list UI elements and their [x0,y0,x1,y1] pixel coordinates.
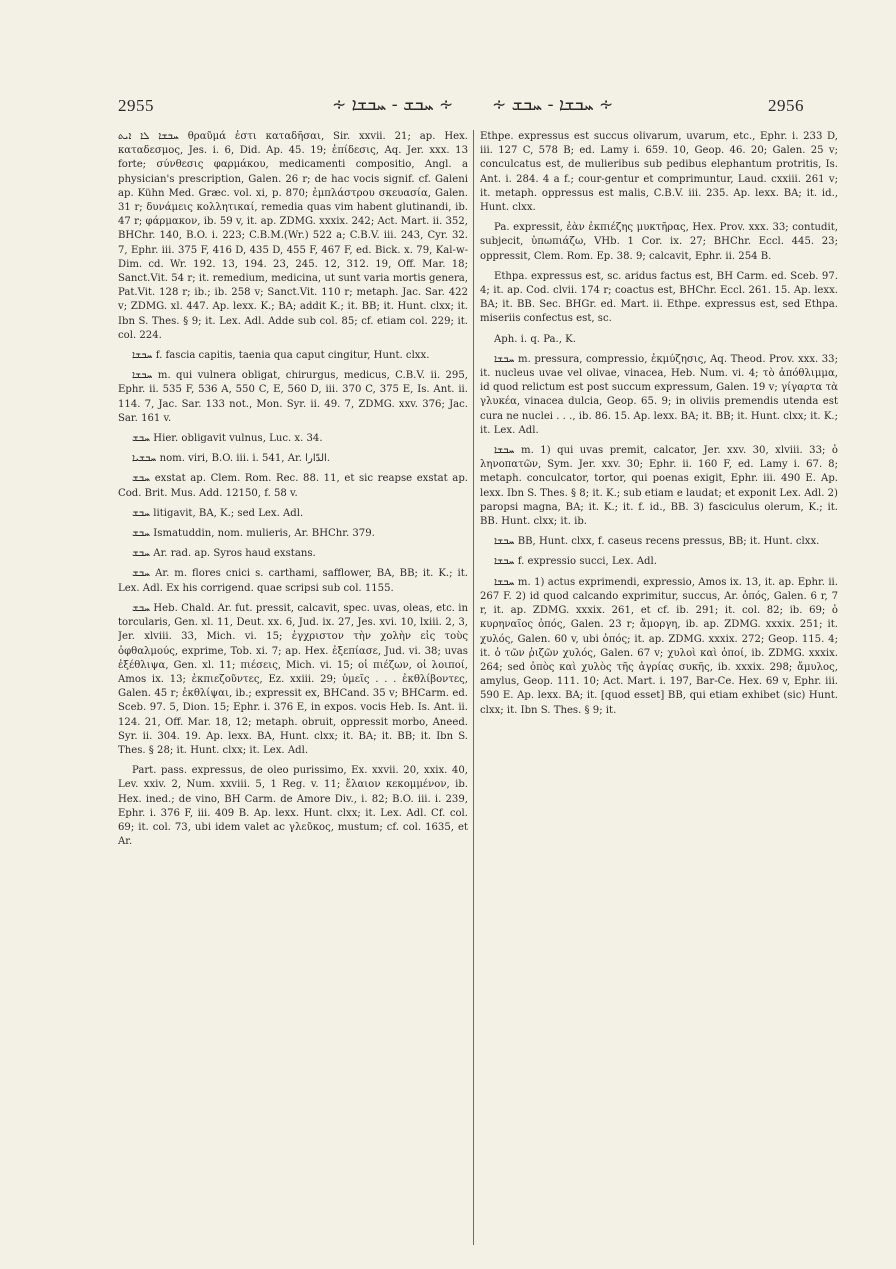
entry-paragraph: ܚܒܫ litigavit, BA, K.; sed Lex. Adl. [132,507,304,519]
entry-paragraph: ܚܒܫܐ ܠܐ ܐܝܬ θραῦμά ἐστι καταδῆσαι, Sir. xxvii. 21; ap. Hex. καταδεσμος, Jes. i. 6, Did. Ap. 45. 19; ἐπίδεσις, Aq. Jer. xxx. 13 forte; σύνθεσις φαρμάκου, medicamenti compositio, Angl. a physician's prescription, Galen. 26 r; de hac vocis signif. cf. Galeni ap. Kühn Med. Græc. vol. xi, p. 870; ἐμπλάστρου σκευασία, Galen. 31 r; δυνάμεις κολλητικαί, remedia quas vim habent glutinandi, ib. 47 r; φάρμακον, ib. 59 v, it. ap. ZDMG. xxxix. 242; Act. Mart. ii. 352, BHChr. 140, B.O. i. 223; C.B.M.(Wr.) 522 a; C.B.V. iii. 243, Cyr. 32. 7, Ephr. iii. 375 F, 416 D, 435 D, 455 F, 467 F, ed. Bick. x. 79, Kal-w-Dim. cd. Wr. 192. 13, 194. 23, 245. 12, 312. 19, Off. Mar. 18; Sanct.Vit. 54 r; it. remedium, medicina, ut sunt varia mortis genera, Pat.Vit. 128 r; ib.; ib. 258 v; Sanct.Vit. 110 r; metaph. Jac. Sar. 422 v; ZDMG. xl. 447. Ap. lexx. K.; BA; addit K.; it. BB; it. Hunt. clxx; it. Ibn S. Thes. § 9; it. Lex. Adl. Adde sub col. 85; cf. etiam col. 229; it. col. 224. [118,131,468,341]
entry-paragraph: Part. pass. expressus, de oleo purissimo, Ex. xxvii. 20, xxix. 40, Lev. xxiv. 2, Num. xxviii. 5, 1 Reg. v. 11; ἔλαιον κεκομμένον, ib. Hex. ined.; de vino, BH Carm. de Amore Div., i. 82; B.O. iii. i. 239, Ephr. i. 376 F, iii. 409 B. Ap. lexx. Hunt. clxx; it. Lex. Adl. Cf. col. 69; it. col. 73, ubi idem valet ac γλεῦκος, mustum; cf. col. 1635, et Ar. [118,765,468,848]
entry-paragraph: ܚܒܫ Ar. rad. ap. Syros haud exstans. [132,548,316,560]
entry-paragraph: ܚܒܫܐ f. fascia capitis, taenia qua caput cingitur, Hunt. clxx. [132,350,430,362]
entry-paragraph: ܚܒܫܐ m. 1) qui uvas premit, calcator, Jer. xxv. 30, xlviii. 33; ὁ ληνοπατῶν, Sym. Jer. xxv. 30; Ephr. ii. 160 F, ed. Lamy i. 67. 8; metaph. conculcator, tortor, qui poenas exigit, Ephr. iii. 490 E. Ap. lexx. Ibn S. Thes. § 8; it. K.; sub etiam e laudat; et exponit Lex. Adl. 2) paropsi magna, BA; it. K.; it. f. id., BB. 3) fasciculus olerum, K.; it. BB. Hunt. clxx; it. ib. [480,445,838,528]
entry-paragraph: Ethpa. expressus est, sc. aridus factus est, BH Carm. ed. Sceb. 97. 4; it. ap. Cod. clvii. 174 r; coactus est, BHChr. Eccl. 261. 15. Ap. lexx. BA; it. BB. Sec. BHGr. ed. Mart. ii. Ethpe. expressus est, sed Ethpa. miseriis confectus est, sc. [480,270,838,325]
right-page-number: 2956 [768,96,804,115]
right-running-title: ∻ ܚܒܫܐ - ܚܒܫ ∻ [492,95,614,115]
entry-paragraph: ܚܒܫܐ m. pressura, compressio, ἐκμύζησις, Aq. Theod. Prov. xxx. 33; it. nucleus uvae vel olivae, vinacea, Heb. Num. vi. 4; τὸ ἀπόθλιμμα, id quod relictum est post succum expressum, Galen. 19 v; γίγαρτα τὰ γλυκέα, vinacea dulcia, Geop. 65. 9; in oliviis premendis utenda est cura ne nuclei . . ., ib. 86. 15. Ap. lexx. BA; it. BB; it. Hunt. clxx; it. K.; it. Lex. Adl. [480,353,838,436]
left-running-title: ∻ ܚܒܫ - ܚܒܫܐ ∻ [332,95,454,115]
left-page-number: 2955 [118,96,154,115]
page-header [0,90,896,120]
entry-paragraph: ܚܒܫ exstat ap. Clem. Rom. Rec. 88. 11, et sic reapse exstat ap. Cod. Brit. Mus. Add. 12150, f. 58 v. [118,473,468,499]
right-column [480,130,838,1220]
column-divider [473,130,474,1245]
entry-paragraph: ܚܒܫ Heb. Chald. Ar. fut. pressit, calcavit, spec. uvas, oleas, etc. in torcularis, Gen. xl. 11, Deut. xx. 6, Jud. ix. 27, Jes. xvi. 10, lxiii. 2, 3, Jer. xlviii. 33, Mich. vi. 15; ἐγχριστον τὴν χολὴν εἰς τοὺς ὀφθαλμούς, exprime, Tob. xi. 7; ap. Hex. ἐξεπίασε, Jud. vi. 38; uvas ἐξέθλιψα, Gen. xl. 11; πιέσεις, Mich. vi. 15; οἱ πιέζων, οἱ λοιποί, Amos ix. 13; ἐκπιεζοῦντες, Ez. xxiii. 29; ὑμεῖς . . . ἐκθλίβοντες, Galen. 45 r; ἐκθλίψαι, ib.; expressit ex, BHCand. 35 v; BHCarm. ed. Sceb. 97. 5, Dion. 15; Ephr. i. 376 E, in expos. vocis Heb. Is. Ant. ii. 124. 21, Off. Mar. 18, 12; metaph. obruit, oppressit morbo, Aneed. Syr. ii. 304. 19. Ap. lexx. BA, Hunt. clxx; it. BA; it. BB; it. Ibn S. Thes. § 28; it. Hunt. clxx; it. Lex. Adl. [118,602,468,756]
entry-paragraph: Ethpe. expressus est succus olivarum, uvarum, etc., Ephr. i. 233 D, iii. 127 C, 578 B; ed. Lamy i. 659. 10, Geop. 46. 20; Galen. 25 v; conculcatus est, de mulieribus sub pedibus elephantum protritis, Is. Ant. i. 284. 4 a f.; cour-gentur et comprimuntur, Laud. cxxiii. 261 v; it. metaph. oppressus est malis, C.B.V. iii. 235. Ap. lexx. BA; it. id., Hunt. clxx. [480,131,838,214]
entry-paragraph: ܚܒܫ Ismatuddin, nom. mulieris, Ar. BHChr. 379. [132,528,375,540]
entry-paragraph: Pa. expressit, ἐὰν ἐκπιέζης μυκτῆρας, Hex. Prov. xxx. 33; contudit, subjecit, ὑπωπιάζω, VHb. 1 Cor. ix. 27; BHChr. Eccl. 445. 23; oppressit, Clem. Rom. Ep. 38. 9; calcavit, Ephr. ii. 254 B. [480,222,838,262]
entry-paragraph: ܚܒܫܐ m. qui vulnera obligat, chirurgus, medicus, C.B.V. ii. 295, Ephr. ii. 535 F, 536 A, 550 C, E, 560 D, iii. 370 C, 375 E, Is. Ant. ii. 114. 7, Jac. Sar. 133 not., Mon. Syr. ii. 49. 7, ZDMG. xxv. 376; Jac. Sar. 161 v. [118,370,468,424]
entry-paragraph: ܚܒܫ Ar. m. flores cnici s. carthami, safflower, BA, BB; it. K.; it. Lex. Adl. Ex his corrigend. quae scripsi sub col. 1155. [118,568,468,594]
entry-paragraph: Aph. i. q. Pa., K. [494,333,576,345]
entry-paragraph: ܚܒܫܐ BB, Hunt. clxx, f. caseus recens pressus, BB; it. Hunt. clxx. [494,536,820,548]
left-column [118,130,468,1245]
entry-paragraph: ܚܒܫܝܐ nom. viri, B.O. iii. i. 541, Ar. الدّارا. [132,453,331,465]
entry-paragraph: ܚܒܫ Hier. obligavit vulnus, Luc. x. 34. [132,433,323,445]
entry-paragraph: ܚܒܫܐ m. 1) actus exprimendi, expressio, Amos ix. 13, it. ap. Ephr. ii. 267 F. 2) id quod calcando exprimitur, succus, Ar. ὀπός, Galen. 6 r, 7 r, it. ap. ZDMG. xxxix. 261, et cf. ib. 291; it. col. 82; ib. 69; ὁ κυρηναῖος ὀπός, Galen. 23 r; ἄμοργη, ib. ap. ZDMG. xxxix. 251; it. χυλός, Galen. 60 v, ubi ὀπός; it. ap. ZDMG. xxxix. 272; Geop. 115. 4; it. ὁ τῶν ῥιζῶν χυλός, Galen. 67 v; χυλοὶ καὶ ὀποί, ib. ZDMG. xxxix. 264; sed ὀπὸς καὶ χυλὸς τῆς ἀγρίας συκῆς, ib. xxxix. 298; ἄμυλος, amylus, Geop. 111. 10; Act. Mart. i. 197, Bar-Ce. Hex. 69 v, Ephr. iii. 590 E. Ap. lexx. BA; it. [quod esset] BB, qui etiam exhibet (sic) Hunt. clxx; it. Ibn S. Thes. § 9; it. [480,576,838,716]
entry-paragraph: ܚܒܫܐ f. expressio succi, Lex. Adl. [494,556,657,568]
